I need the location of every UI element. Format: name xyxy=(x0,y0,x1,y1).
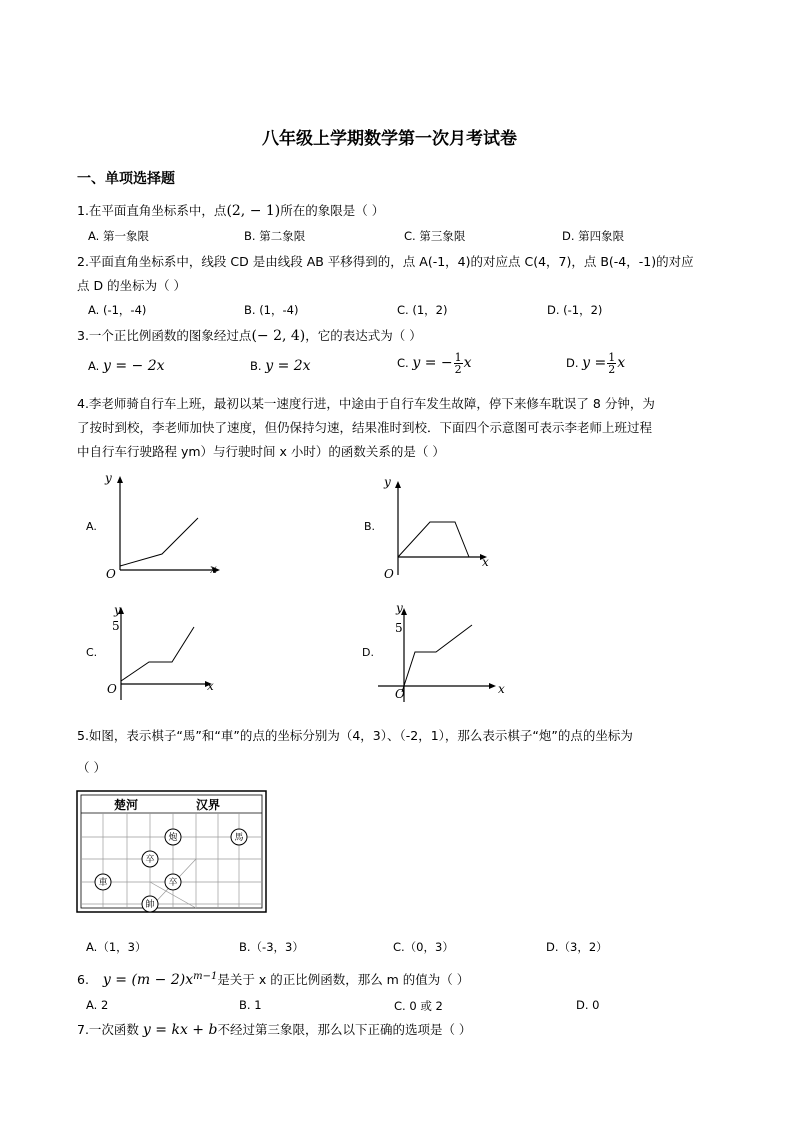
q3-d-denominator: 2 xyxy=(608,363,616,376)
x-axis-label: x xyxy=(210,562,217,576)
q4-graph-b-label: B. xyxy=(364,520,376,533)
question-6 xyxy=(77,970,469,988)
board-title-right: 汉界 xyxy=(196,798,221,812)
piece-ju: 車 xyxy=(98,878,108,888)
q3-a-expr: y = − 2x xyxy=(102,358,165,374)
q5-option-d[interactable]: D.（3，2） xyxy=(546,940,608,954)
q5-option-c[interactable]: C.（0，3） xyxy=(393,940,454,954)
q3-stem-prefix: 3.一个正比例函数的图象经过点 xyxy=(77,328,252,343)
q6-option-d[interactable]: D. 0 xyxy=(576,998,600,1012)
q2-option-a[interactable]: A. (-1，-4) xyxy=(88,303,147,317)
q3-c-var: x xyxy=(463,355,472,371)
q7-stem-suffix: 不经过第三象限，那么以下正确的选项是（ ） xyxy=(217,1022,472,1037)
graph-c-line xyxy=(121,627,194,681)
q2-line-2: 点 D 的坐标为（ ） xyxy=(77,278,187,293)
origin-label: O xyxy=(395,687,405,701)
q4-graph-a-label: A. xyxy=(86,520,97,533)
q1-option-c[interactable]: C. 第三象限 xyxy=(404,229,466,243)
question-7 xyxy=(77,1020,471,1038)
q2-line-1: 2.平面直角坐标系中，线段 CD 是由线段 AB 平移得到的，点 A(-1，4)的对应点 C(4，7)，点 B(-4，-1)的对应 xyxy=(77,254,694,269)
page-title: 八年级上学期数学第一次月考试卷 xyxy=(262,129,517,149)
x-axis-arrow xyxy=(489,683,496,689)
graph-b-line xyxy=(398,522,469,557)
q3-option-c[interactable] xyxy=(397,352,472,375)
q3-d-var: x xyxy=(617,355,626,371)
graph-a-line xyxy=(120,518,198,566)
q3-d-numerator: 1 xyxy=(608,351,616,364)
q1-option-a[interactable]: A. 第一象限 xyxy=(88,229,149,243)
question-1 xyxy=(77,201,384,219)
piece-ma: 馬 xyxy=(234,833,244,843)
q5-chess-board xyxy=(76,790,268,914)
x-axis-label: x xyxy=(482,555,489,569)
x-axis-label: x xyxy=(207,679,214,693)
q3-c-label: C. xyxy=(397,356,409,370)
piece-zu-2: 卒 xyxy=(168,878,178,888)
y-axis-arrow xyxy=(395,481,401,488)
q3-a-label: A. xyxy=(88,359,100,373)
q5-line-2: （ ） xyxy=(77,760,106,775)
y-axis-label: y xyxy=(384,475,391,489)
section-heading: 一、单项选择题 xyxy=(77,171,175,187)
q3-c-denominator: 2 xyxy=(454,363,462,376)
y-axis-arrow xyxy=(117,476,123,483)
piece-zu-1: 卒 xyxy=(145,855,155,865)
q6-option-c[interactable]: C. 0 或 2 xyxy=(394,999,443,1013)
q2-option-b[interactable]: B. (1，-4) xyxy=(244,303,299,317)
q1-point: (2, − 1) xyxy=(226,203,281,219)
q5-line-1: 5.如图，表示棋子“馬”和“車”的点的坐标分别为（4，3）、（-2，1），那么表示棋子“炮”的点的坐标为 xyxy=(77,728,633,743)
q5-option-a[interactable]: A.（1，3） xyxy=(86,940,147,954)
q1-option-d[interactable]: D. 第四象限 xyxy=(562,229,625,243)
q7-stem-prefix: 7.一次函数 xyxy=(77,1022,139,1037)
q1-stem-suffix: 所在的象限是（ ） xyxy=(280,203,385,218)
q2-option-c[interactable]: C. (1，2) xyxy=(397,303,448,317)
q3-c-numerator: 1 xyxy=(454,351,462,364)
y-tick-label: 5 xyxy=(395,621,403,635)
q3-b-label: B. xyxy=(250,359,262,373)
q3-d-expr: y = xyxy=(582,355,607,371)
q6-number: 6. xyxy=(77,972,89,987)
q6-stem-suffix: 是关于 x 的正比例函数，那么 m 的值为（ ） xyxy=(217,972,470,987)
q6-expr: y = (m − 2)x xyxy=(102,972,194,988)
q1-stem-prefix: 1.在平面直角坐标系中，点 xyxy=(77,203,227,218)
q4-graph-c-label: C. xyxy=(86,646,98,659)
y-tick-label: 5 xyxy=(112,619,120,633)
q4-line-1: 4.李老师骑自行车上班，最初以某一速度行进，中途由于自行车发生故障，停下来修车耽误了 8 分钟，为 xyxy=(77,396,655,411)
q3-c-fraction xyxy=(454,352,463,375)
q6-option-a[interactable]: A. 2 xyxy=(86,998,109,1012)
q3-option-b[interactable] xyxy=(250,358,311,374)
q3-option-d[interactable] xyxy=(566,352,625,375)
q4-graph-d-label: D. xyxy=(362,646,374,659)
y-axis-label: y xyxy=(396,601,403,615)
origin-label: O xyxy=(384,567,394,581)
q3-stem-suffix: ，它的表达式为（ ） xyxy=(305,328,422,343)
q3-point: (− 2, 4) xyxy=(251,328,306,344)
q3-option-a[interactable] xyxy=(88,358,165,374)
q4-graph-b[interactable] xyxy=(358,470,518,585)
q4-graph-a[interactable] xyxy=(80,470,240,585)
piece-pao: 炮 xyxy=(168,833,178,843)
q3-d-label: D. xyxy=(566,356,579,370)
q7-expr: y = kx + b xyxy=(142,1022,218,1038)
q2-option-d[interactable]: D. (-1，2) xyxy=(547,303,603,317)
origin-label: O xyxy=(106,567,116,581)
piece-shuai: 帥 xyxy=(145,900,155,910)
q3-b-expr: y = 2x xyxy=(265,358,311,374)
question-3 xyxy=(77,326,422,344)
q4-line-3: 中自行车行驶路程 ym）与行驶时间 x 小时）的函数关系的是（ ） xyxy=(77,444,445,459)
y-axis-label: y xyxy=(105,471,112,485)
q4-line-2: 了按时到校，李老师加快了速度，但仍保持匀速，结果准时到校．下面四个示意图可表示李老师上班过程 xyxy=(77,420,653,435)
origin-label: O xyxy=(107,682,117,696)
board-title-left: 楚河 xyxy=(114,798,139,812)
q1-option-b[interactable]: B. 第二象限 xyxy=(244,229,306,243)
q6-option-b[interactable]: B. 1 xyxy=(239,998,262,1012)
q5-option-b[interactable]: B.（-3，3） xyxy=(239,940,304,954)
y-axis-label: y xyxy=(114,603,121,617)
q3-d-fraction xyxy=(607,352,616,375)
q3-c-expr: y = − xyxy=(412,355,453,371)
q4-graph-c[interactable] xyxy=(80,600,240,715)
x-axis-label: x xyxy=(498,682,505,696)
q4-graph-d[interactable] xyxy=(358,600,518,715)
q6-exponent: m−1 xyxy=(193,970,218,982)
graph-d-line xyxy=(402,625,472,692)
